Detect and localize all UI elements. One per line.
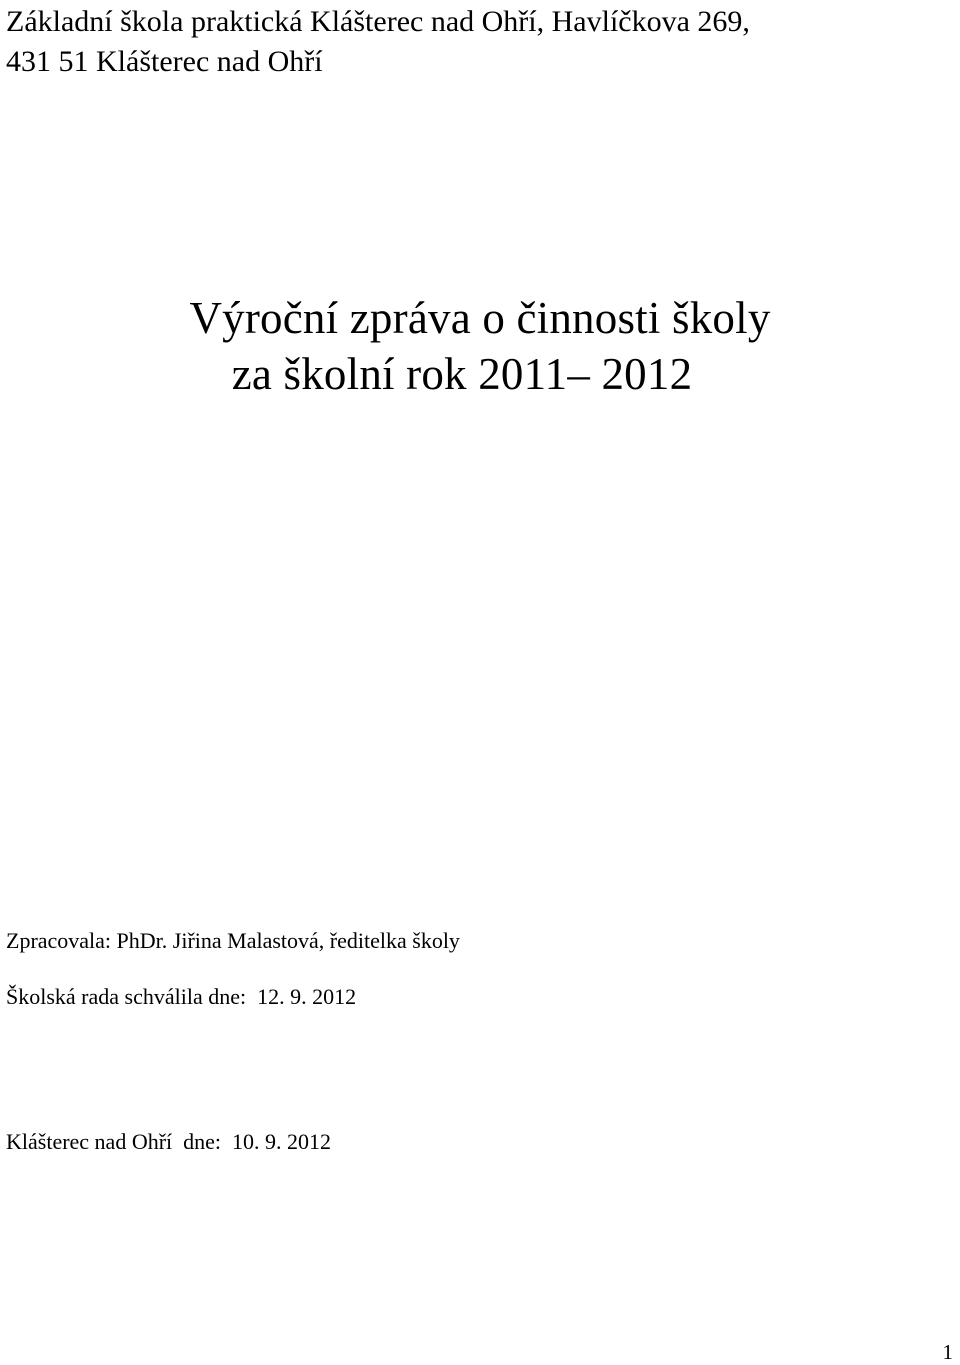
report-title	[0, 290, 960, 402]
page-number: 1	[942, 1340, 953, 1364]
place-and-date-text: Klášterec nad Ohří dne: 10. 9. 2012	[6, 1129, 332, 1154]
report-title-line-1: Výroční zpráva o činnosti školy	[189, 293, 771, 343]
prepared-by-text: Zpracovala: PhDr. Jiřina Malastová, ředitelka školy	[6, 928, 460, 953]
school-header-line-1: Základní škola praktická Klášterec nad Ohří, Havlíčkova 269,	[6, 5, 750, 38]
approval-text: Školská rada schválila dne: 12. 9. 2012	[6, 984, 357, 1009]
report-title-line-2: za školní rok 2011– 2012	[231, 349, 693, 399]
school-header-line-2: 431 51 Klášterec nad Ohří	[6, 45, 323, 78]
school-header	[6, 2, 750, 82]
